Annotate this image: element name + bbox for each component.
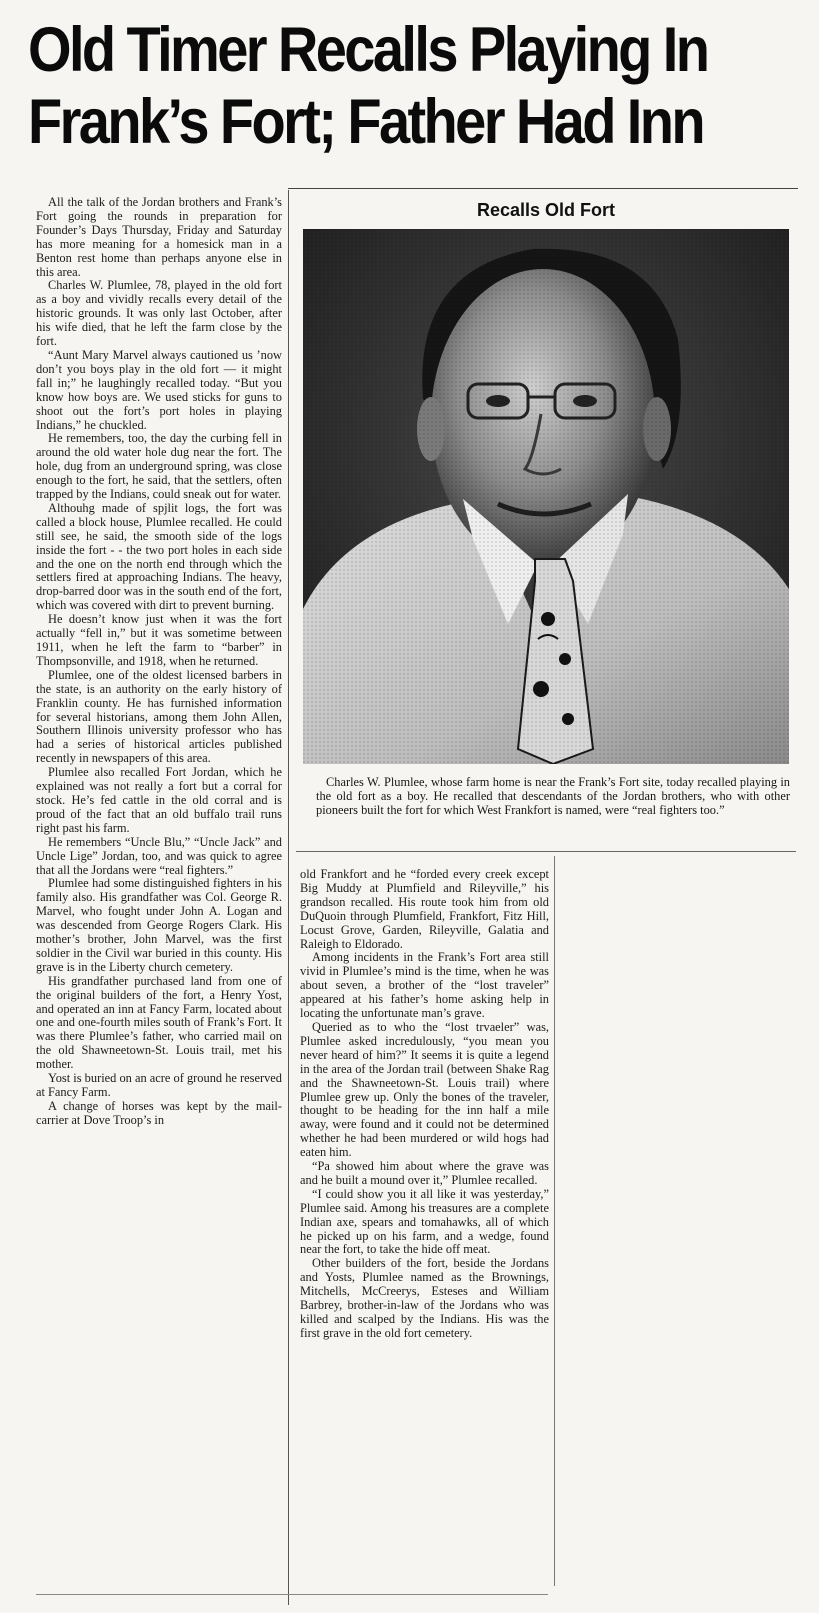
headline-line-1: Old Timer Recalls Playing In [28,14,708,85]
paragraph: Queried as to who the “lost trvaeler” was, Plumlee asked incredulously, “you mean you never heard of him?” It seems it is quite a legend in the area of the Jordan trail (between Shake Rag and the Shawneetown-St. Louis trail) where Plumlee grew up. Only the bones of the traveler, thought to be heading for the inn half a mile away, were found and it could not be determined whether he had been murdered or wild hogs had eaten him. [300,1019,549,1160]
article-column-1 [36,196,282,1128]
paragraph: He remembers “Uncle Blu,” “Uncle Jack” and Uncle Lige” Jordan, too, and was quick to agree that all the Jordans were “real fighters.” [36,834,282,877]
paragraph: “Aunt Mary Marvel always cautioned us ’now don’t you boys play in the old fort — it might fall in;” he laughingly recalled today. “But you know how boys are. We used sticks for guns to shoot out the fort’s port holes in playing Indians,” he chuckled. [36,347,282,432]
bottom-rule [36,1594,548,1595]
paragraph: Plumlee had some distinguished fighters in his family also. His grandfather was Col. George R. Marvel, who fought under John A. Logan and was descended from George Rogers Clark. His mother’s brother, John Marvel, was the first soldier in the Civil war buried in this county. His grave is in the Liberty church cemetery. [36,876,282,974]
paragraph: “Pa showed him about where the grave was and he built a mound over it,” Plumlee recalled. [300,1159,549,1187]
paragraph: Plumlee, one of the oldest licensed barbers in the state, is an authority on the early history of Franklin county. He has furnished information for several historians, among them John Allen, Southern Illinois university professor who has had a series of historical articles published recently in newspapers of this area. [36,667,282,766]
headline-line-2: Frank’s Fort; Father Had Inn [28,85,703,157]
paragraph: “I could show you it all like it was yesterday,” Plumlee said. Among his treasures are a complete Indian axe, spears and tomahawks, all of which he picked up on his farm, and a wedge, found near the fort, to take the hide off meat. [300,1186,549,1257]
photo-caption: Charles W. Plumlee, whose farm home is near the Frank’s Fort site, today recalled playing in the old fort as a boy. He recalled that descendants of the Jordan brothers, who with other pioneers built the fort for which West Frankfort is named, were “real fighters too.” [316,775,790,818]
headline [28,14,808,157]
paragraph: A change of horses was kept by the mail-carrier at Dove Troop’s in [36,1098,282,1127]
paragraph: He doesn’t know just when it was the fort actually “fell in,” but it was sometime between 1911, when he left the farm to “barber” in Thompsonville, and 1918, when he returned. [36,612,282,668]
paragraph: Among incidents in the Frank’s Fort area still vivid in Plumlee’s mind is the time, when he was about seven, a brother of the “lost traveler” appeared at his father’s home asking help in locating the unfortunate man’s grave. [300,950,549,1021]
portrait-photo [303,229,789,764]
photo-top-rule [288,188,798,189]
article-column-2 [300,868,549,1341]
paragraph: Yost is buried on an acre of ground he reserved at Fancy Farm. [36,1071,282,1099]
paragraph: His grandfather purchased land from one of the original builders of the fort, a Henry Yost, and operated an inn at Fancy Farm, located about one and one-fourth miles south of Frank’s Fort. It was there Plumlee’s father, who carried mail on the old Shawneetown-St. Louis trail, met his mother. [36,973,282,1072]
caption-bottom-rule [296,851,796,852]
column-rule-2 [554,856,555,1586]
paragraph: All the talk of the Jordan brothers and Frank’s Fort going the rounds in preparation for Founder’s Days Thursday, Friday and Saturday has more meaning for a homesick man in a Benton rest home than perhaps anyone else in this area. [36,195,282,279]
portrait-photo-image [303,229,789,764]
paragraph: Other builders of the fort, beside the Jordans and Yosts, Plumlee named as the Brownings, Mitchells, McCreerys, Esteses and William Barbrey, brother-in-law of the Jordans who was killed and scalped by the Indians. His was the first grave in the old fort cemetery. [300,1256,549,1340]
paragraph: Charles W. Plumlee, 78, played in the old fort as a boy and vividly recalls every detail of the historic grounds. It was only last October, after his wife died, that he left the farm close by the fort. [36,278,282,349]
photo-title: Recalls Old Fort [476,200,616,220]
paragraph: He remembers, too, the day the curbing fell in around the old water hole dug near the fort. The hole, dug from an underground spring, was close enough to the fort, he said, that the settlers, often trapped by the Indians, could sneak out for water. [36,431,282,502]
paragraph: Plumlee also recalled Fort Jordan, which he explained was not really a fort but a corral for stock. He’s fed cattle in the old corral and is proud of the fact that an old buffalo trail runs right past his farm. [36,765,282,835]
paragraph: old Frankfort and he “forded every creek except Big Muddy at Plumfield and Rileyville,” his grandson recalled. His route took him from old DuQuoin through Plumfield, Frankfort, Fitz Hill, Locust Grove, Garden, Rileyville, Galatia and Raleigh to Eldorado. [300,867,549,951]
paragraph: Althouhg made of spjlit logs, the fort was called a block house, Plumlee recalled. He could still see, he said, the smooth side of the logs inside the fort - - the two port holes in each side and the one on the north end through which the settlers fired at approaching Indians. The heavy, drop-barred door was in the south end of the fort, which was covered with dirt to prevent burning. [36,500,282,613]
column-rule-1 [288,190,289,1605]
